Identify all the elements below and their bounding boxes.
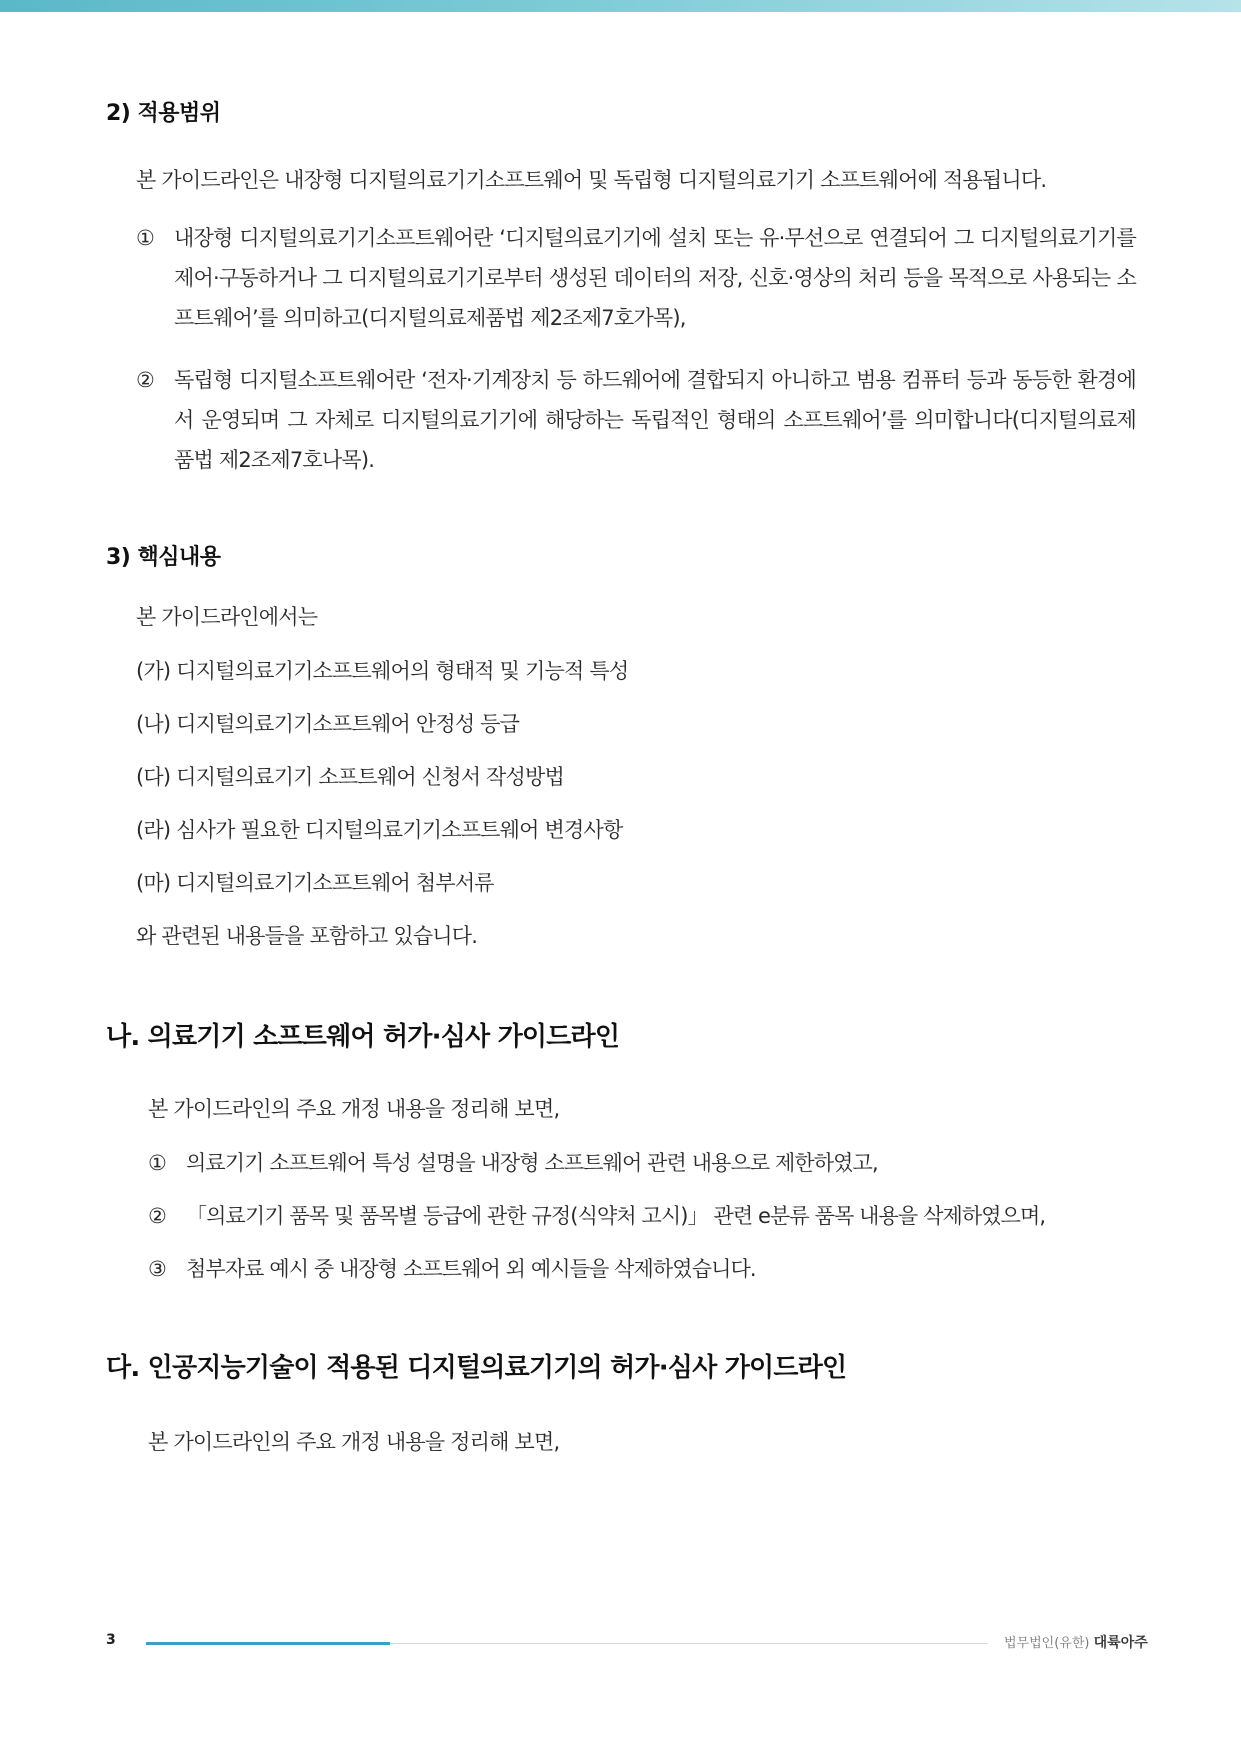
- section-na-item-1: [106, 1143, 1136, 1183]
- item-text: 첨부자료 예시 중 내장형 소프트웨어 외 예시들을 삭제하였습니다.: [186, 1257, 756, 1281]
- item-number: ①: [136, 226, 155, 250]
- item-number: ②: [148, 1204, 166, 1228]
- item-text: 의료기기 소프트웨어 특성 설명을 내장형 소프트웨어 관련 내용으로 제한하였고,: [186, 1151, 878, 1175]
- section-2-item-1: [106, 218, 1136, 338]
- item-text: 내장형 디지털의료기기소프트웨어란 ‘디지털의료기기에 설치 또는 유·무선으로 연결되어 그 디지털의료기기를 제어·구동하거나 그 디지털의료기기로부터 생성된 데이터의 저장, 신호·영상의 처리 등을 목적으로 사용되는 소프트웨어’를 의미하고(디지털의료제품법 제2조제7호가목),: [174, 226, 1136, 330]
- firm-name: 대륙아주: [1093, 1635, 1148, 1651]
- section-na-item-2: [106, 1196, 1136, 1236]
- section-2-intro: 본 가이드라인은 내장형 디지털의료기기소프트웨어 및 독립형 디지털의료기기 소프트웨어에 적용됩니다.: [136, 168, 1047, 192]
- item-number: ②: [136, 368, 155, 392]
- section-na-item-3: [106, 1249, 1136, 1289]
- item-number: ③: [148, 1257, 166, 1281]
- page-content: [106, 96, 1136, 1462]
- section-na-intro: 본 가이드라인의 주요 개정 내용을 정리해 보면,: [148, 1097, 560, 1121]
- page-number: 3: [106, 1632, 116, 1648]
- section-3-item: (가) 디지털의료기기소프트웨어의 형태적 및 기능적 특성: [136, 659, 629, 683]
- section-da-heading: 다. 인공지능기술이 적용된 디지털의료기기의 허가·심사 가이드라인: [106, 1353, 847, 1383]
- section-3-item: (마) 디지털의료기기소프트웨어 첨부서류: [136, 871, 494, 895]
- item-text: 독립형 디지털소프트웨어란 ‘전자·기계장치 등 하드웨어에 결합되지 아니하고 범용 컴퓨터 등과 동등한 환경에서 운영되며 그 자체로 디지털의료기기에 해당하는 독립적인 형태의 소프트웨어’를 의미합니다(디지털의료제품법 제2조제7호나목).: [174, 368, 1136, 472]
- section-3-intro: 본 가이드라인에서는: [136, 605, 318, 629]
- section-3-outro: 와 관련된 내용들을 포함하고 있습니다.: [136, 924, 478, 948]
- section-na-heading: 나. 의료기기 소프트웨어 허가·심사 가이드라인: [106, 1022, 620, 1052]
- item-number: ①: [148, 1151, 166, 1175]
- section-2-heading: 2) 적용범위: [106, 101, 221, 126]
- section-3-item: (나) 디지털의료기기소프트웨어 안정성 등급: [136, 712, 520, 736]
- firm-prefix: 법무법인(유한): [1004, 1636, 1090, 1651]
- footer-divider-accent: [146, 1642, 390, 1645]
- top-accent-bar: [0, 0, 1241, 12]
- item-text: 「의료기기 품목 및 품목별 등급에 관한 규정(식약처 고시)」 관련 e분류 품목 내용을 삭제하였으며,: [186, 1204, 1046, 1228]
- section-da-intro: 본 가이드라인의 주요 개정 내용을 정리해 보면,: [148, 1430, 560, 1454]
- section-3-item: (다) 디지털의료기기 소프트웨어 신청서 작성방법: [136, 765, 565, 789]
- section-3-heading: 3) 핵심내용: [106, 545, 221, 570]
- section-2-item-2: [106, 360, 1136, 480]
- section-3-item: (라) 심사가 필요한 디지털의료기기소프트웨어 변경사항: [136, 818, 623, 842]
- footer-firm-name: [1004, 1632, 1148, 1652]
